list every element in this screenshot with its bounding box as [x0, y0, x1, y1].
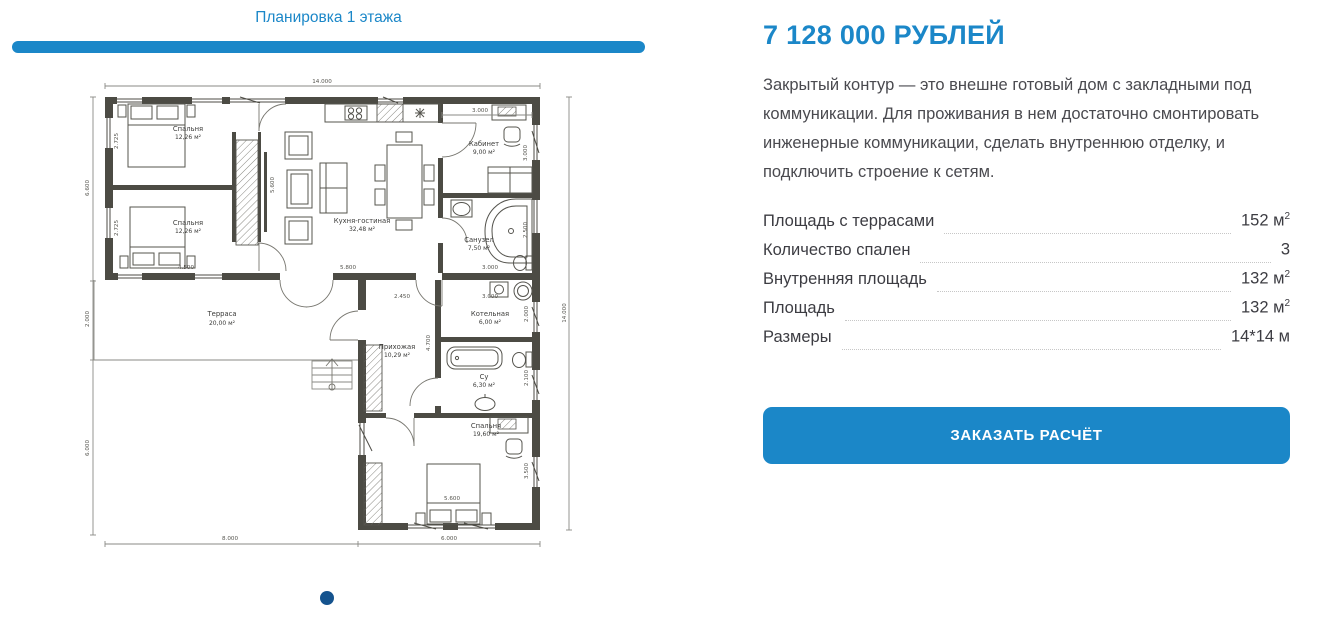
svg-text:9,00 м²: 9,00 м² [472, 149, 496, 156]
svg-text:12,26 м²: 12,26 м² [174, 134, 202, 141]
svg-text:8.000: 8.000 [221, 536, 239, 542]
dotted-leader [842, 349, 1221, 350]
svg-text:14.000: 14.000 [562, 303, 568, 323]
spec-label: Площадь [763, 298, 835, 317]
svg-text:Терраса: Терраса [207, 310, 237, 318]
spec-value: 152 $м^2$ [1240, 211, 1290, 230]
svg-text:10,29 м²: 10,29 м² [383, 352, 411, 359]
svg-text:Кухня-гостиная: Кухня-гостиная [333, 217, 391, 225]
svg-text:32,48 м²: 32,48 м² [348, 226, 376, 233]
kitchen-symbol [415, 108, 425, 118]
spec-row-area [763, 298, 1290, 327]
dotted-leader [920, 262, 1270, 263]
svg-text:12,26 м²: 12,26 м² [174, 228, 202, 235]
svg-text:19,60 м²: 19,60 м² [472, 431, 500, 438]
spec-row-inner-area [763, 269, 1290, 298]
svg-text:5.600: 5.600 [270, 176, 276, 194]
svg-text:2.725: 2.725 [114, 132, 120, 150]
svg-text:6.000: 6.000 [85, 439, 91, 457]
svg-text:2.450: 2.450 [393, 294, 411, 300]
spec-row-dimensions [763, 327, 1290, 356]
dotted-leader [944, 233, 1231, 234]
floor-plan-drawing [80, 73, 580, 559]
spec-value: 132 $м^2$ [1240, 269, 1290, 288]
spec-label: Количество спален [763, 240, 911, 259]
tab-floorplan-1[interactable]: Планировка 1 этажа [255, 9, 402, 26]
svg-text:6,00 м²: 6,00 м² [478, 319, 502, 326]
stairs [312, 359, 352, 390]
svg-text:2.725: 2.725 [114, 219, 120, 237]
furniture [118, 104, 532, 525]
svg-text:3.000: 3.000 [471, 108, 489, 114]
svg-text:Спальня: Спальня [470, 422, 502, 430]
spec-row-area-terraces [763, 211, 1290, 240]
svg-text:3.000: 3.000 [481, 294, 499, 300]
spec-label: Внутренняя площадь [763, 269, 927, 288]
svg-text:Котельная: Котельная [470, 310, 510, 318]
room-labels [173, 125, 509, 438]
svg-text:Кабинет: Кабинет [468, 140, 500, 148]
svg-text:Санузел: Санузел [464, 236, 494, 244]
svg-text:6,30 м²: 6,30 м² [472, 382, 496, 389]
svg-text:5.600: 5.600 [443, 496, 461, 502]
dotted-leader [845, 320, 1231, 321]
carousel-dot[interactable] [320, 591, 334, 605]
tab-active-indicator [12, 41, 645, 53]
svg-text:2.100: 2.100 [524, 369, 530, 387]
description-text: Закрытый контур — это внешне готовый дом с закладными под коммуникации. Для проживания в нем достаточно смонтировать инженерные коммуникации, сделать внутреннюю отделку, и подключить строение к сетям. [763, 76, 1260, 181]
spec-value: 14*14 м [1230, 327, 1290, 346]
svg-text:4.500: 4.500 [177, 265, 195, 271]
svg-text:Су: Су [479, 373, 489, 381]
order-calculation-button[interactable]: ЗАКАЗАТЬ РАСЧЁТ [763, 407, 1290, 464]
svg-text:3.500: 3.500 [524, 462, 530, 480]
svg-text:2.000: 2.000 [85, 310, 91, 328]
svg-text:2.500: 2.500 [523, 221, 529, 239]
spec-row-bedrooms [763, 240, 1290, 269]
details-panel [763, 0, 1290, 356]
svg-text:20,00 м²: 20,00 м² [208, 320, 236, 327]
svg-text:5.800: 5.800 [339, 265, 357, 271]
svg-text:Спальня: Спальня [172, 219, 204, 227]
price-heading: 7 128 000 РУБЛЕЙ [763, 20, 1005, 50]
spec-value: 3 [1280, 240, 1290, 259]
spec-list [763, 211, 1290, 356]
svg-text:3.000: 3.000 [523, 144, 529, 162]
spec-label: Площадь с террасами [763, 211, 935, 230]
svg-text:4.700: 4.700 [426, 334, 432, 352]
svg-text:2.000: 2.000 [524, 305, 530, 323]
svg-text:6.000: 6.000 [440, 536, 458, 542]
floor-plan-slide[interactable] [80, 73, 580, 559]
spec-value: 132 $м^2$ [1240, 298, 1290, 317]
svg-text:Прихожая: Прихожая [378, 343, 416, 351]
dotted-leader [937, 291, 1231, 292]
spec-label: Размеры [763, 327, 832, 346]
svg-text:14.000: 14.000 [312, 79, 332, 85]
svg-text:Спальня: Спальня [172, 125, 204, 133]
svg-text:6.600: 6.600 [85, 179, 91, 197]
svg-text:7,50 м²: 7,50 м² [467, 245, 491, 252]
svg-text:3.000: 3.000 [481, 265, 499, 271]
